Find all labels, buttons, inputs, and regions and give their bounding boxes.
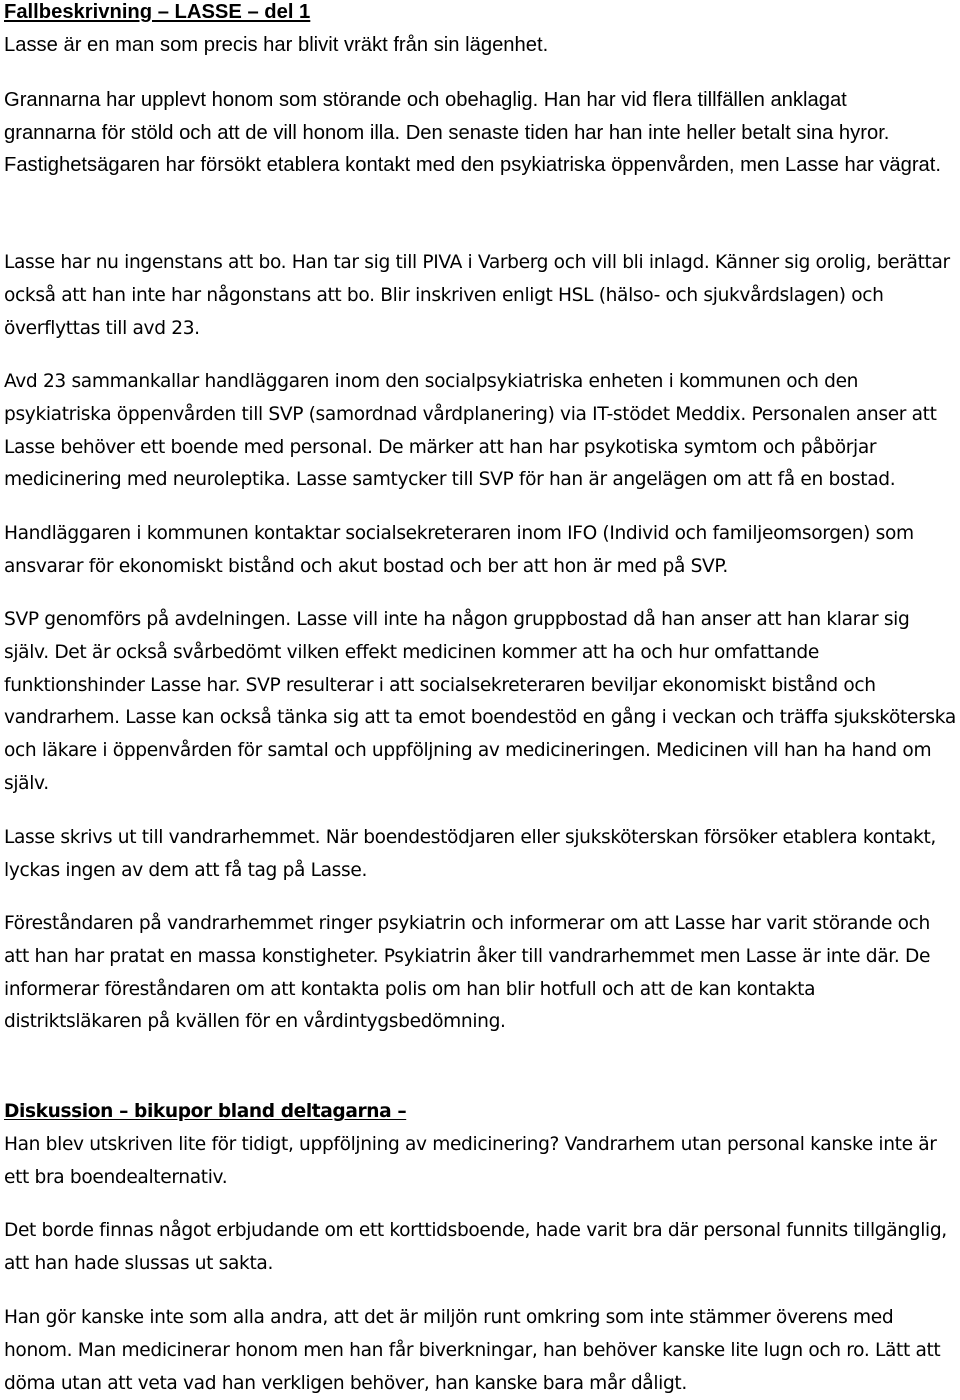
paragraph: Handläggaren i kommunen kontaktar socialsekreteraren inom IFO (Individ och familjeomsorgen) som ansvarar för ekonomiskt bistånd och akut bostad och ber att hon är med på SVP. [4,523,914,577]
paragraph-environment [4,1302,956,1400]
paragraph-case-officer [4,518,956,584]
paragraph-neighbours [4,84,944,182]
paragraph-ward-23 [4,366,956,497]
paragraph: Avd 23 sammankallar handläggaren inom den socialpsykiatriska enheten i kommunen och den psykiatriska öppenvården till SVP (samordnad vårdplanering) via IT-stödet Meddix. Personalen anser att Lasse behöver ett boende med personal. De märker att han har psykotiska symtom och påbörjar medicinering med neuroleptika. Lasse samtycker till SVP för han är angelägen om att få en bostad. [4,371,937,491]
paragraph-hostel [4,822,956,888]
discussion-section [4,1096,956,1194]
discussion-heading: Diskussion – bikupor bland deltagarna – [4,1101,407,1122]
intro-paragraph: Lasse är en man som precis har blivit vräkt från sin lägenhet. [4,33,549,56]
paragraph-no-home [4,247,956,345]
paragraph: Han blev utskriven lite för tidigt, uppföljning av medicinering? Vandrarhem utan personal kanske inte är ett bra boendealternativ. [4,1133,937,1188]
paragraph: SVP genomförs på avdelningen. Lasse vill inte ha någon gruppbostad då han anser att han klarar sig själv. Det är också svårbedömt vilken effekt medicinen kommer att ha och hur omfattande funktionshinder Lasse har. SVP resulterar i att socialsekreteraren beviljar ekonomiskt bistånd och vandrarhem. Lasse kan också tänka sig att ta emot boendestöd en gång i veckan och träffa sjuksköterska och läkare i öppenvården för samtal och uppföljning av medicineringen. Medicinen vill han ha hand om själv. [4,609,956,794]
paragraph-short-term [4,1215,956,1281]
paragraph: Grannarna har upplevt honom som störande och obehaglig. Han har vid flera tillfällen anklagat grannarna för stöld och att de vill honom illa. Den senaste tiden har han inte heller betalt sina hyror. Fastighetsägaren har försökt etablera kontakt med den psykiatriska öppenvården, men Lasse har vägrat. [4,89,942,176]
paragraph: Lasse har nu ingenstans att bo. Han tar sig till PIVA i Varberg och vill bli inlagd. Känner sig orolig, berättar också att han inte har någonstans att bo. Blir inskriven enligt HSL (hälso- och sjukvårdslagen) och överflyttas till avd 23. [4,252,950,339]
paragraph: Det borde finnas något erbjudande om ett korttidsboende, hade varit bra där personal funnits tillgänglig, att han hade slussas ut sakta. [4,1220,947,1274]
case-header [4,0,956,61]
paragraph-svp [4,604,956,801]
paragraph: Föreståndaren på vandrarhemmet ringer psykiatrin och informerar om att Lasse har varit störande och att han har pratat en massa konstigheter. Psykiatrin åker till vandrarhemmet men Lasse är inte där. De informerar föreståndaren om att kontakta polis om han blir hotfull och att de kan kontakta distriktsläkaren på kvällen för en vårdintygsbedömning. [4,913,931,1033]
section-heading: Fallbeskrivning – LASSE – del 1 [4,1,311,23]
paragraph: Han gör kanske inte som alla andra, att det är miljön runt omkring som inte stämmer överens med honom. Man medicinerar honom men han får biverkningar, han behöver kanske lite lugn och ro. Lätt att döma utan att veta vad han verkligen behöver, han kanske bara mår dåligt. [4,1307,941,1394]
paragraph: Lasse skrivs ut till vandrarhemmet. När boendestödjaren eller sjuksköterskan försöker etablera kontakt, lyckas ingen av dem att få tag på Lasse. [4,827,936,881]
paragraph-manager [4,908,956,1039]
